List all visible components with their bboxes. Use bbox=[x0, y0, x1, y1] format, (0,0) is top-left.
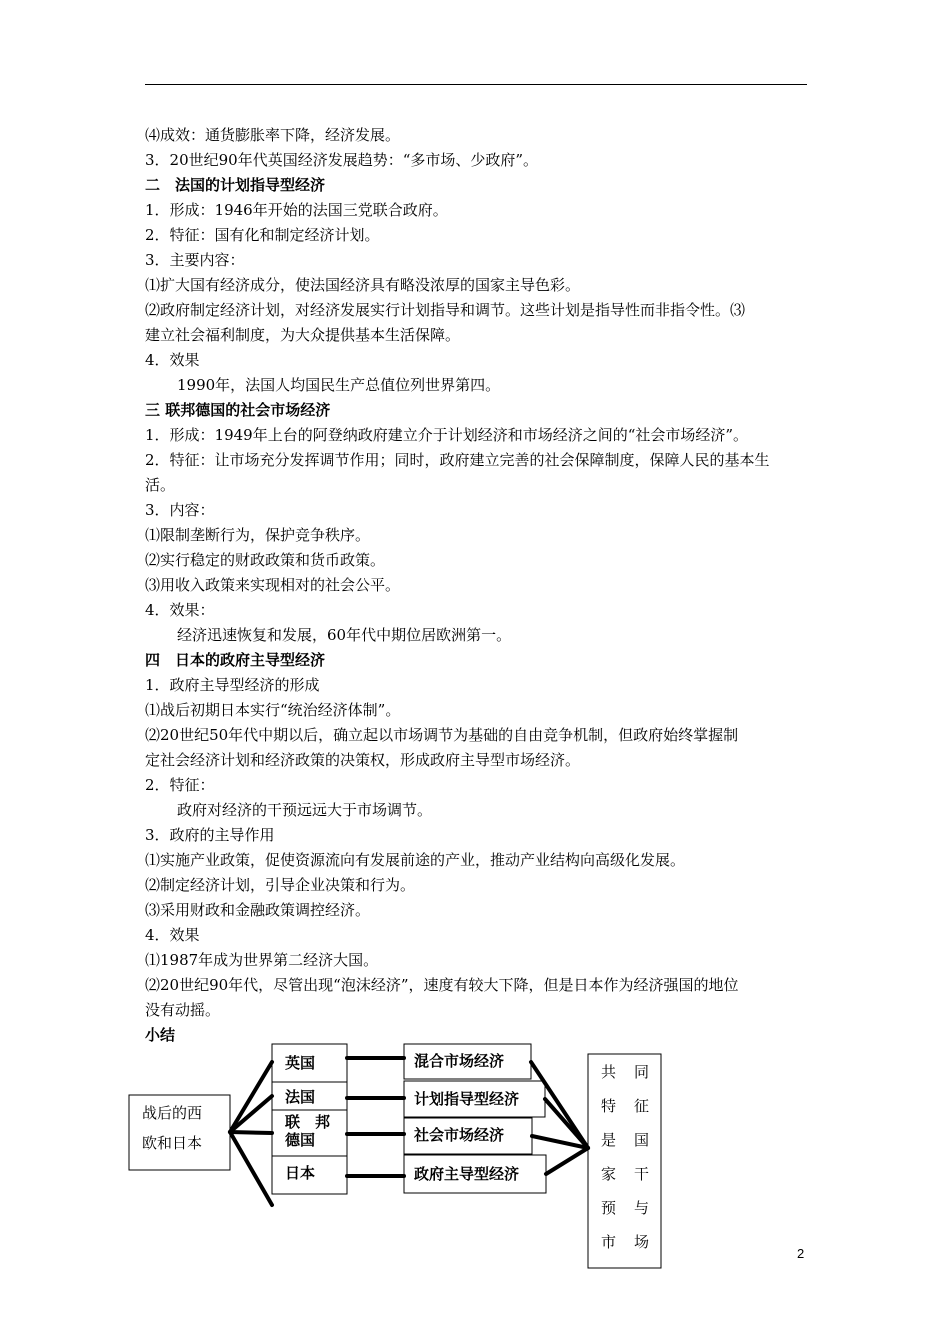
text-line: ⑴扩大国有经济成分，使法国经济具有略没浓厚的国家主导色彩。 bbox=[145, 276, 581, 294]
right-box-text bbox=[601, 1063, 649, 1251]
country-japan: 日本 bbox=[285, 1164, 316, 1182]
type-social-market: 社会市场经济 bbox=[414, 1126, 505, 1144]
page-number: 2 bbox=[797, 1246, 805, 1261]
left-box-line-1: 战后的西 bbox=[142, 1104, 203, 1122]
header-rule bbox=[145, 84, 807, 85]
type-mixed-market: 混合市场经济 bbox=[414, 1052, 505, 1070]
text-line: ⑴战后初期日本实行“统治经济体制”。 bbox=[145, 701, 401, 719]
text-line: 没有动摇。 bbox=[145, 1001, 221, 1019]
right-box-char: 预 bbox=[601, 1199, 617, 1217]
type-box-3 bbox=[404, 1118, 532, 1154]
right-box-char: 家 bbox=[601, 1165, 617, 1183]
text-line: ⑴实施产业政策，促使资源流向有发展前途的产业，推动产业结构向高级化发展。 bbox=[145, 851, 686, 869]
text-line: 2．特征： bbox=[145, 776, 215, 794]
text-line: ⑵政府制定经济计划，对经济发展实行计划指导和调节。这些计划是指导性而非指令性。⑶ bbox=[145, 301, 746, 319]
type-box-2 bbox=[404, 1081, 545, 1117]
right-box-char: 共 bbox=[601, 1063, 617, 1081]
text-line: 1990年，法国人均国民生产总值位列世界第四。 bbox=[177, 376, 501, 394]
left-box bbox=[129, 1095, 230, 1170]
text-line: 4．效果 bbox=[145, 926, 200, 944]
country-france: 法国 bbox=[285, 1088, 316, 1106]
section-heading: 小结 bbox=[145, 1026, 176, 1044]
right-box-char: 征 bbox=[634, 1097, 650, 1115]
text-line: 3．20世纪90年代英国经济发展趋势：“多市场、少政府”。 bbox=[145, 151, 539, 169]
text-line: 经济迅速恢复和发展，60年代中期位居欧洲第一。 bbox=[177, 626, 512, 644]
text-line: 活。 bbox=[145, 476, 176, 494]
text-line: 1．形成：1946年开始的法国三党联合政府。 bbox=[145, 201, 448, 219]
left-box-line-2: 欧和日本 bbox=[142, 1134, 203, 1152]
text-line: ⑵20世纪90年代，尽管出现“泡沫经济”，速度有较大下降，但是日本作为经济强国的地位 bbox=[145, 976, 739, 994]
text-line: ⑷成效：通货膨胀率下降，经济发展。 bbox=[145, 126, 401, 144]
text-line: ⑵制定经济计划，引导企业决策和行为。 bbox=[145, 876, 416, 894]
right-box-char: 干 bbox=[634, 1165, 650, 1183]
right-box-char: 同 bbox=[634, 1063, 650, 1081]
text-line: 定社会经济计划和经济政策的决策权，形成政府主导型市场经济。 bbox=[145, 751, 581, 769]
text-line: ⑴1987年成为世界第二经济大国。 bbox=[145, 951, 379, 969]
country-frg-line-2: 德国 bbox=[285, 1131, 316, 1149]
right-box-char: 与 bbox=[634, 1199, 650, 1217]
country-frg-line-1: 联 邦 bbox=[285, 1113, 331, 1131]
text-line: ⑵20世纪50年代中期以后，确立起以市场调节为基础的自由竞争机制，但政府始终掌握制 bbox=[145, 726, 739, 744]
country-uk: 英国 bbox=[285, 1054, 316, 1072]
section-heading: 三 联邦德国的社会市场经济 bbox=[145, 401, 331, 419]
text-line: 3．内容： bbox=[145, 501, 215, 519]
right-box-char: 市 bbox=[601, 1233, 617, 1251]
text-line: 2．特征：让市场充分发挥调节作用；同时，政府建立完善的社会保障制度，保障人民的基本生 bbox=[145, 451, 770, 469]
text-line: 1．形成：1949年上台的阿登纳政府建立介于计划经济和市场经济之间的“社会市场经济”。 bbox=[145, 426, 749, 444]
type-planned-guidance: 计划指导型经济 bbox=[414, 1090, 520, 1108]
text-line: ⑵实行稳定的财政政策和货币政策。 bbox=[145, 551, 386, 569]
text-line: 4．效果： bbox=[145, 601, 215, 619]
text-line: 3．政府的主导作用 bbox=[145, 826, 275, 844]
document-body bbox=[145, 123, 810, 1048]
right-box-char: 特 bbox=[601, 1097, 617, 1115]
section-heading: 二 法国的计划指导型经济 bbox=[145, 176, 326, 194]
type-government-led: 政府主导型经济 bbox=[414, 1165, 520, 1183]
text-line: ⑶用收入政策来实现相对的社会公平。 bbox=[145, 576, 401, 594]
right-box bbox=[588, 1054, 661, 1268]
text-line: 3．主要内容： bbox=[145, 251, 245, 269]
text-line: ⑴限制垄断行为，保护竞争秩序。 bbox=[145, 526, 371, 544]
type-box-4 bbox=[404, 1155, 546, 1193]
text-line: ⑶采用财政和金融政策调控经济。 bbox=[145, 901, 371, 919]
text-line: 建立社会福利制度，为大众提供基本生活保障。 bbox=[145, 326, 461, 344]
text-line: 2．特征：国有化和制定经济计划。 bbox=[145, 226, 380, 244]
right-box-char: 国 bbox=[634, 1131, 650, 1149]
text-line: 4．效果 bbox=[145, 351, 200, 369]
type-box-1 bbox=[404, 1044, 531, 1079]
text-line: 1．政府主导型经济的形成 bbox=[145, 676, 320, 694]
text-line: 政府对经济的干预远远大于市场调节。 bbox=[177, 801, 433, 819]
right-box-char: 是 bbox=[601, 1131, 617, 1149]
right-box-char: 场 bbox=[634, 1233, 650, 1251]
section-heading: 四 日本的政府主导型经济 bbox=[145, 651, 326, 669]
country-box bbox=[272, 1044, 347, 1194]
